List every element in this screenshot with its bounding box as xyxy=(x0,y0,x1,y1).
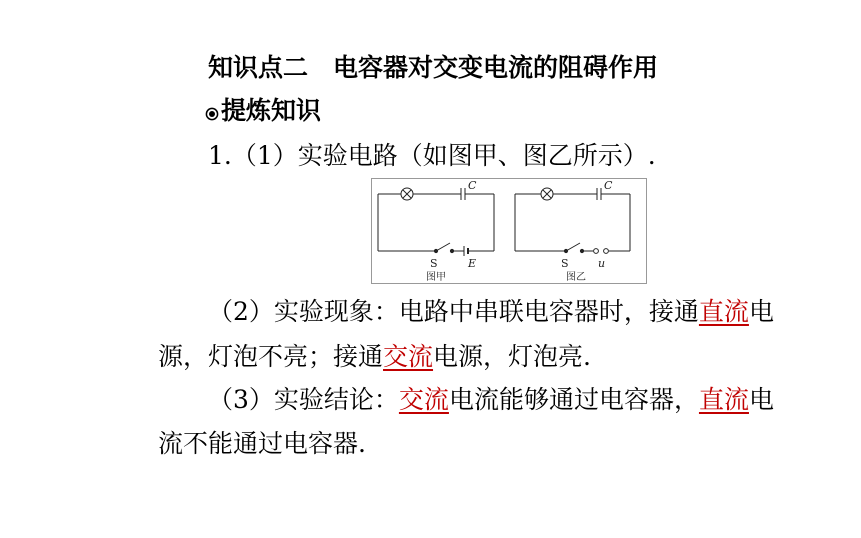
item-3-line-2-text: 流不能通过电容器. xyxy=(158,429,366,458)
label-c-yi: C xyxy=(604,179,613,192)
label-c-jia: C xyxy=(468,179,477,192)
item-3-line-2 xyxy=(158,428,366,460)
item-2-line-2-pre: 源，灯泡不亮；接通 xyxy=(158,342,384,371)
label-u-yi: u xyxy=(598,257,606,270)
section-title xyxy=(208,52,658,84)
circuit-diagrams xyxy=(372,179,646,283)
caption-jia: 图甲 xyxy=(426,272,446,283)
answer-blank-alternating-current: 交流 xyxy=(398,385,449,414)
label-e-jia: E xyxy=(468,257,477,270)
item-3-line-1-mid: 电流能够通过电容器， xyxy=(448,385,699,414)
item-2-line-2-post: 电源，灯泡亮. xyxy=(433,342,591,371)
answer-blank-direct-current: 直流 xyxy=(698,385,749,414)
item-3-line-1-pre: （3）实验结论： xyxy=(208,385,399,414)
item-1 xyxy=(208,140,656,172)
label-s-yi: S xyxy=(561,257,569,270)
switch-lever xyxy=(436,243,450,251)
item-3-line-1 xyxy=(208,384,774,416)
item-2-line-2 xyxy=(158,341,591,373)
label-s-jia: S xyxy=(430,257,438,270)
circuit-figure xyxy=(371,178,647,284)
circuit-jia xyxy=(378,188,494,256)
item-2-line-1-post: 电 xyxy=(748,297,774,326)
item-1-text: 1.（1）实验电路（如图甲、图乙所示）. xyxy=(208,141,656,170)
item-3-line-1-post: 电 xyxy=(748,385,774,414)
ac-terminal xyxy=(604,249,609,254)
answer-blank-direct-current: 直流 xyxy=(698,297,749,326)
subsection-heading xyxy=(205,95,321,129)
answer-blank-alternating-current: 交流 xyxy=(383,342,434,371)
subsection-heading-text: 提炼知识 xyxy=(221,96,322,125)
circled-dot-icon xyxy=(205,97,219,129)
circuit-yi xyxy=(515,188,630,253)
section-title-text: 知识点二 电容器对交变电流的阻碍作用 xyxy=(208,53,659,82)
item-2-line-1 xyxy=(208,296,774,328)
ac-terminal xyxy=(594,249,599,254)
switch-lever xyxy=(566,243,580,251)
caption-yi: 图乙 xyxy=(566,272,586,283)
item-2-line-1-pre: （2）实验现象：电路中串联电容器时，接通 xyxy=(208,297,699,326)
